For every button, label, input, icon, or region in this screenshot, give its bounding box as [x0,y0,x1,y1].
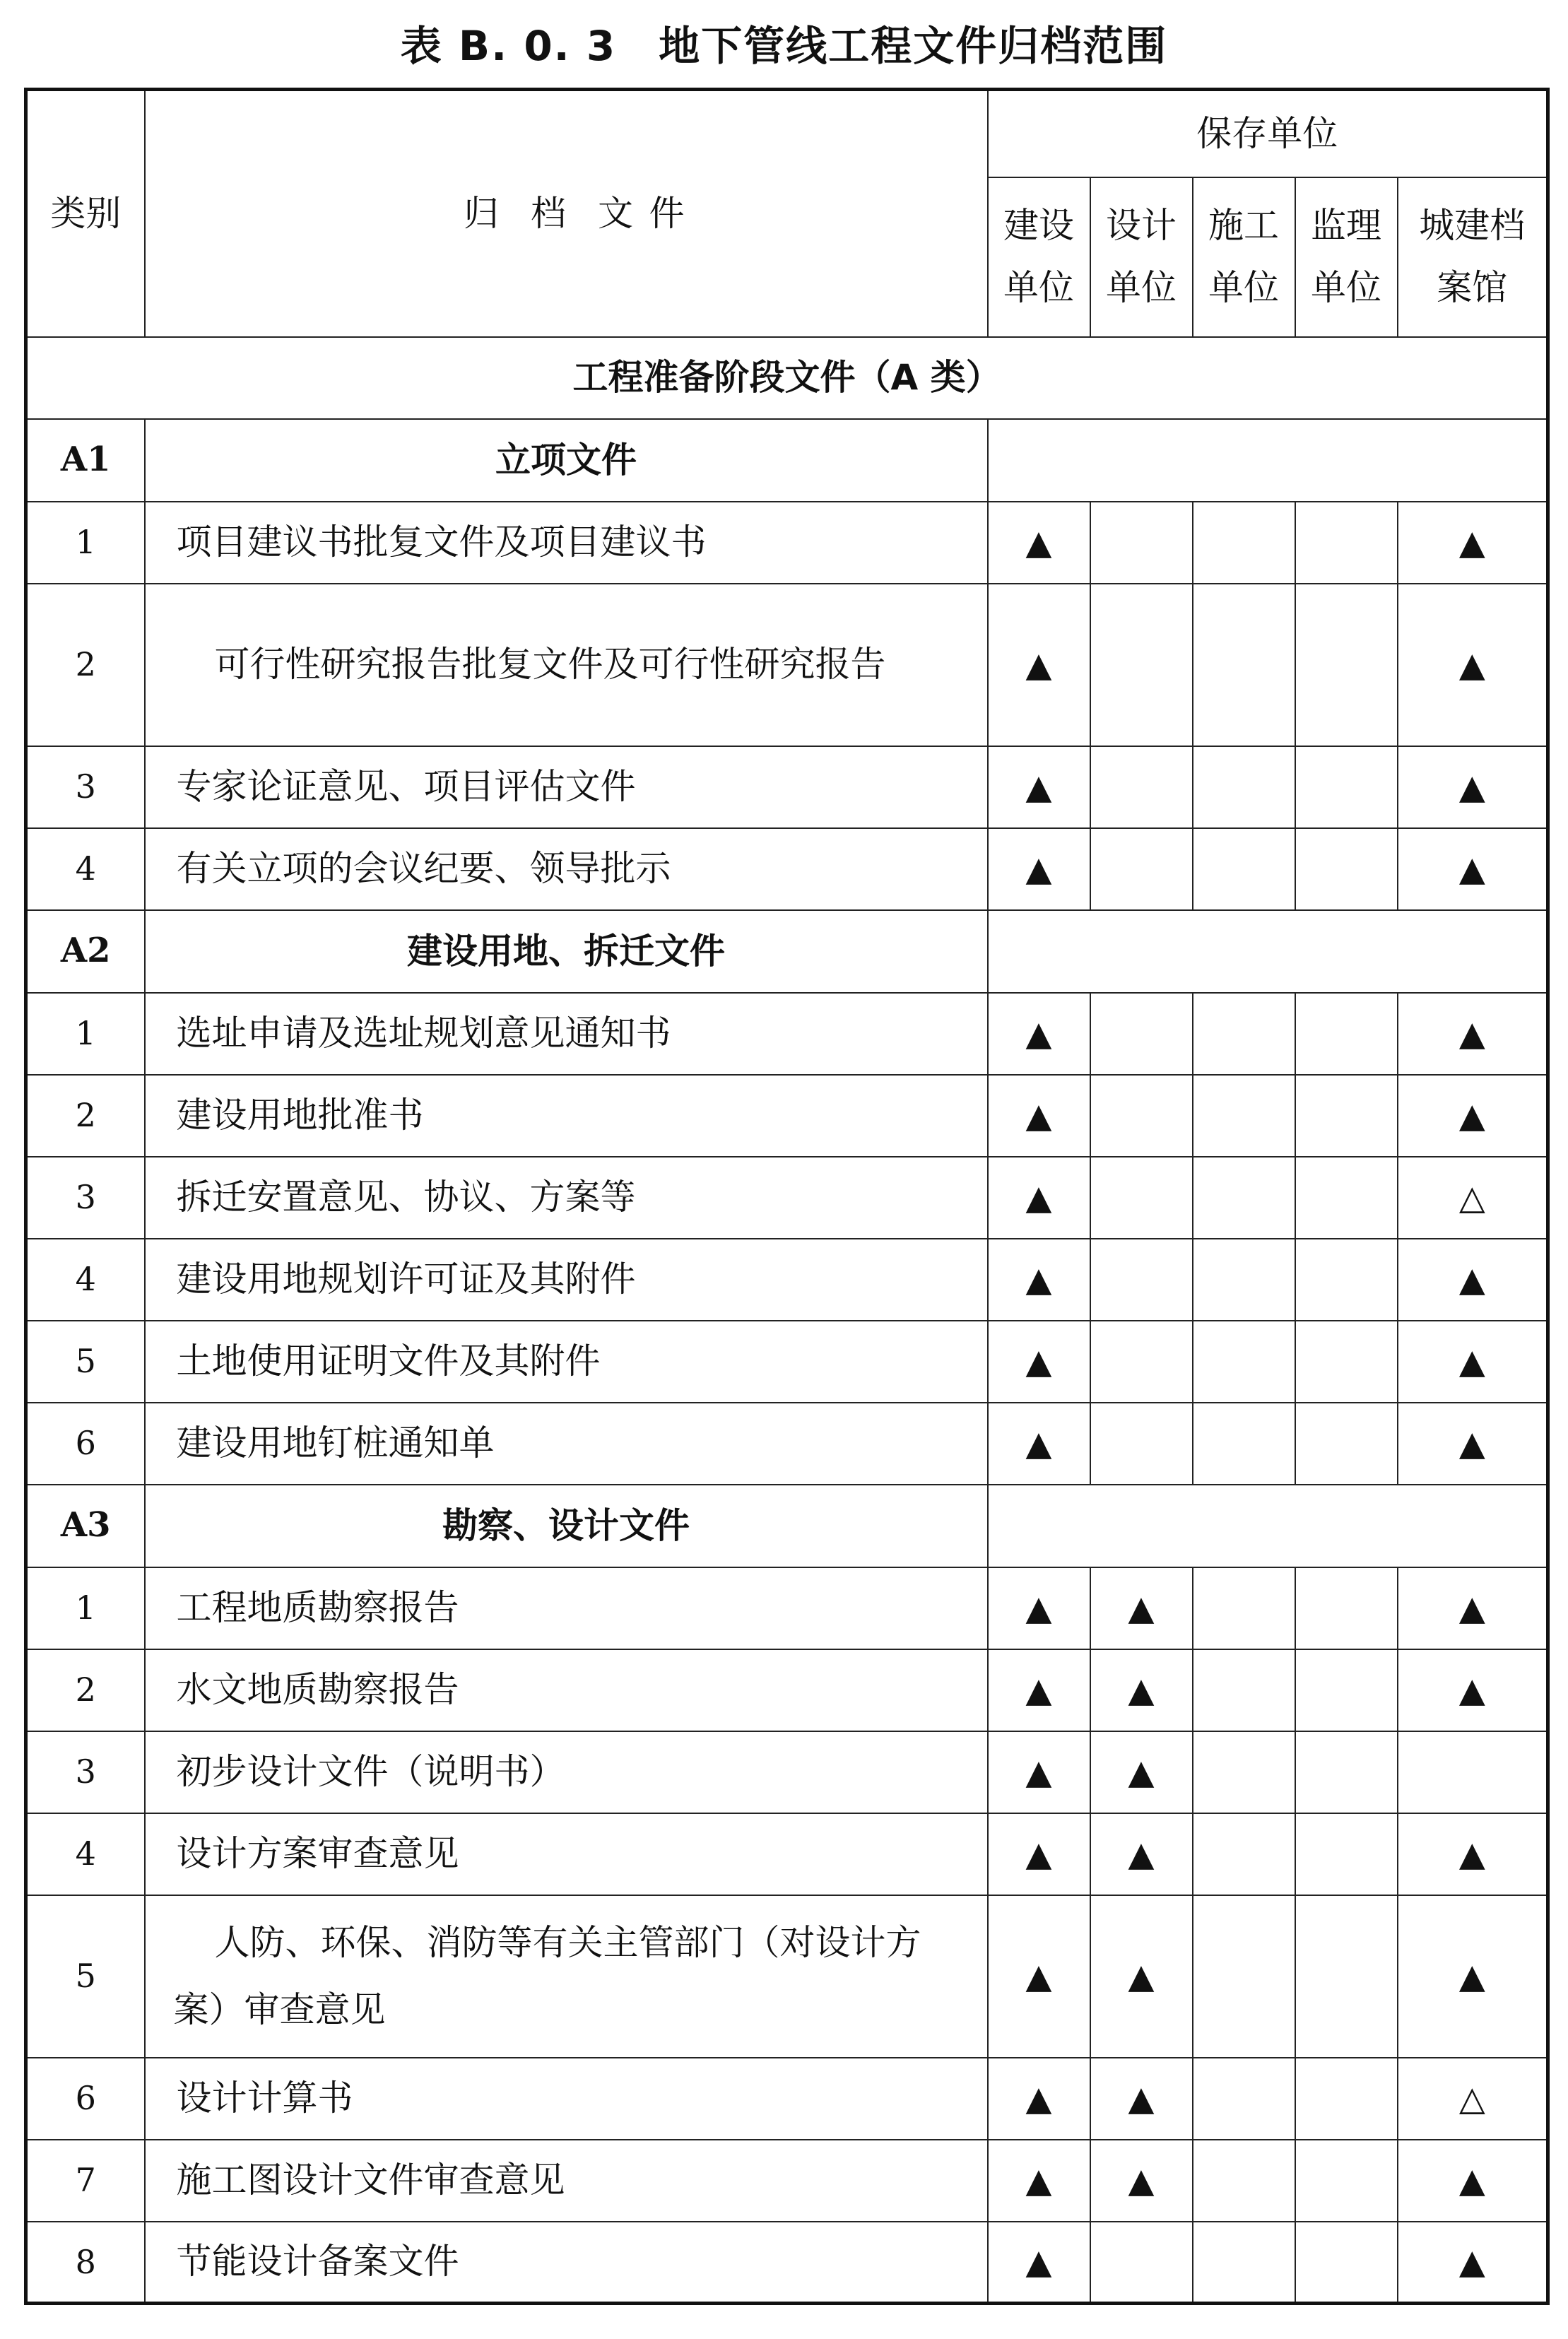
mark-city-archive [1398,1731,1548,1813]
table-row [26,2222,1548,2304]
mark-supervision [1295,1239,1398,1321]
mark-construction: ▲ [988,2222,1090,2304]
table-title [0,7,1568,78]
archive-scope-table [24,88,1550,2305]
document-name: 可行性研究报告批复文件及可行性研究报告 [145,584,988,746]
mark-city-archive: ▲ [1398,2222,1548,2304]
mark-supervision [1295,1813,1398,1895]
group-empty-cell [988,419,1548,502]
mark-construction: ▲ [988,828,1090,910]
category-header: 类别 [26,90,145,337]
row-number: 4 [26,1813,145,1895]
mark-supervision [1295,2222,1398,2304]
mark-supervision [1295,828,1398,910]
table-row [26,584,1548,746]
mark-construction: ▲ [988,1321,1090,1403]
group-title: 勘察、设计文件 [145,1485,988,1567]
row-number: 1 [26,1567,145,1649]
mark-construction: ▲ [988,1731,1090,1813]
mark-construction: ▲ [988,746,1090,828]
group-title: 建设用地、拆迁文件 [145,910,988,993]
mark-design [1090,1157,1193,1239]
row-number: 5 [26,1895,145,2058]
mark-supervision [1295,1321,1398,1403]
mark-construction: ▲ [988,1567,1090,1649]
table-row [26,1239,1548,1321]
row-number: 6 [26,2058,145,2140]
mark-supervision [1295,1157,1398,1239]
table-row [26,1813,1548,1895]
row-number: 2 [26,1649,145,1731]
mark-design: ▲ [1090,2058,1193,2140]
phase-label: 工程准备阶段文件（A 类） [26,337,1548,419]
mark-design [1090,1239,1193,1321]
document-name: 人防、环保、消防等有关主管部门（对设计方案）审查意见 [145,1895,988,2058]
mark-builder [1193,1075,1295,1157]
mark-supervision [1295,1567,1398,1649]
group-empty-cell [988,910,1548,993]
mark-supervision [1295,1403,1398,1485]
document-name: 建设用地批准书 [145,1075,988,1157]
mark-city-archive: ▲ [1398,1813,1548,1895]
mark-design: ▲ [1090,1731,1193,1813]
table-row [26,1649,1548,1731]
mark-construction: ▲ [988,2140,1090,2222]
document-name: 节能设计备案文件 [145,2222,988,2304]
unit-header-design: 设计 单位 [1090,177,1193,337]
unit-header-supervision: 监理 单位 [1295,177,1398,337]
table-row [26,1731,1548,1813]
document-name: 施工图设计文件审查意见 [145,2140,988,2222]
unit-header-city-archive: 城建档 案馆 [1398,177,1548,337]
mark-city-archive: ▲ [1398,502,1548,584]
mark-builder [1193,746,1295,828]
mark-builder [1193,1895,1295,2058]
mark-builder [1193,1567,1295,1649]
mark-city-archive: ▲ [1398,1567,1548,1649]
table-row [26,1567,1548,1649]
mark-design: ▲ [1090,1567,1193,1649]
mark-construction: ▲ [988,2058,1090,2140]
document-name: 土地使用证明文件及其附件 [145,1321,988,1403]
mark-builder [1193,1157,1295,1239]
group-row [26,419,1548,502]
mark-city-archive: ▲ [1398,1075,1548,1157]
table-title-text: 地下管线工程文件归档范围 [659,22,1168,70]
mark-supervision [1295,1895,1398,2058]
table-row [26,2140,1548,2222]
mark-design [1090,828,1193,910]
table-row [26,993,1548,1075]
mark-design: ▲ [1090,1813,1193,1895]
mark-construction: ▲ [988,502,1090,584]
mark-city-archive: ▲ [1398,746,1548,828]
row-number: 2 [26,584,145,746]
table-row [26,1403,1548,1485]
mark-design [1090,1075,1193,1157]
mark-city-archive: △ [1398,2058,1548,2140]
table-body [26,337,1548,2304]
document-name: 项目建议书批复文件及项目建议书 [145,502,988,584]
table-row [26,502,1548,584]
mark-builder [1193,502,1295,584]
document-name: 设计计算书 [145,2058,988,2140]
mark-design [1090,584,1193,746]
storage-unit-header: 保存单位 [988,90,1548,177]
document-name: 设计方案审查意见 [145,1813,988,1895]
mark-construction: ▲ [988,1895,1090,2058]
mark-supervision [1295,1075,1398,1157]
mark-construction: ▲ [988,584,1090,746]
document-name: 建设用地规划许可证及其附件 [145,1239,988,1321]
group-empty-cell [988,1485,1548,1567]
mark-construction: ▲ [988,1813,1090,1895]
document-name: 初步设计文件（说明书） [145,1731,988,1813]
mark-city-archive: ▲ [1398,1321,1548,1403]
mark-builder [1193,1403,1295,1485]
mark-construction: ▲ [988,1075,1090,1157]
document-name: 拆迁安置意见、协议、方案等 [145,1157,988,1239]
mark-construction: ▲ [988,1403,1090,1485]
document-name: 工程地质勘察报告 [145,1567,988,1649]
group-row [26,1485,1548,1567]
mark-design [1090,1403,1193,1485]
document-name: 专家论证意见、项目评估文件 [145,746,988,828]
group-title: 立项文件 [145,419,988,502]
mark-construction: ▲ [988,1649,1090,1731]
mark-builder [1193,1813,1295,1895]
mark-builder [1193,2058,1295,2140]
table-row [26,1157,1548,1239]
mark-design [1090,993,1193,1075]
mark-design: ▲ [1090,2140,1193,2222]
row-number: 3 [26,1157,145,1239]
mark-design [1090,2222,1193,2304]
group-code: A2 [26,910,145,993]
row-number: 6 [26,1403,145,1485]
row-number: 8 [26,2222,145,2304]
mark-construction: ▲ [988,1157,1090,1239]
mark-design: ▲ [1090,1895,1193,2058]
mark-design [1090,746,1193,828]
document-name: 选址申请及选址规划意见通知书 [145,993,988,1075]
table-row [26,828,1548,910]
table-row [26,746,1548,828]
mark-city-archive: ▲ [1398,2140,1548,2222]
mark-city-archive: ▲ [1398,1403,1548,1485]
group-code: A3 [26,1485,145,1567]
mark-builder [1193,1321,1295,1403]
row-number: 2 [26,1075,145,1157]
mark-city-archive: ▲ [1398,1649,1548,1731]
mark-builder [1193,1649,1295,1731]
document-name: 有关立项的会议纪要、领导批示 [145,828,988,910]
document-header: 归 档 文 件 [145,90,988,337]
mark-supervision [1295,1731,1398,1813]
header-row-1 [26,90,1548,177]
table-row [26,1321,1548,1403]
mark-builder [1193,1731,1295,1813]
table-row [26,1075,1548,1157]
mark-builder [1193,2222,1295,2304]
phase-row [26,337,1548,419]
mark-builder [1193,993,1295,1075]
mark-supervision [1295,2058,1398,2140]
mark-builder [1193,584,1295,746]
table-number: 表 B. 0. 3 [400,22,617,70]
mark-supervision [1295,584,1398,746]
mark-design [1090,1321,1193,1403]
mark-city-archive: ▲ [1398,584,1548,746]
document-name: 建设用地钉桩通知单 [145,1403,988,1485]
row-number: 3 [26,1731,145,1813]
row-number: 4 [26,828,145,910]
mark-design: ▲ [1090,1649,1193,1731]
row-number: 5 [26,1321,145,1403]
table-row [26,1895,1548,2058]
mark-city-archive: ▲ [1398,993,1548,1075]
group-row [26,910,1548,993]
row-number: 1 [26,993,145,1075]
unit-header-builder: 施工 单位 [1193,177,1295,337]
mark-supervision [1295,2140,1398,2222]
mark-supervision [1295,993,1398,1075]
document-name: 水文地质勘察报告 [145,1649,988,1731]
row-number: 1 [26,502,145,584]
mark-builder [1193,2140,1295,2222]
mark-design [1090,502,1193,584]
mark-city-archive: ▲ [1398,1895,1548,2058]
mark-supervision [1295,746,1398,828]
mark-city-archive: △ [1398,1157,1548,1239]
table-row [26,2058,1548,2140]
mark-city-archive: ▲ [1398,1239,1548,1321]
row-number: 3 [26,746,145,828]
group-code: A1 [26,419,145,502]
row-number: 4 [26,1239,145,1321]
unit-header-construction: 建设 单位 [988,177,1090,337]
mark-construction: ▲ [988,1239,1090,1321]
mark-city-archive: ▲ [1398,828,1548,910]
row-number: 7 [26,2140,145,2222]
mark-builder [1193,1239,1295,1321]
mark-supervision [1295,1649,1398,1731]
mark-construction: ▲ [988,993,1090,1075]
mark-builder [1193,828,1295,910]
mark-supervision [1295,502,1398,584]
